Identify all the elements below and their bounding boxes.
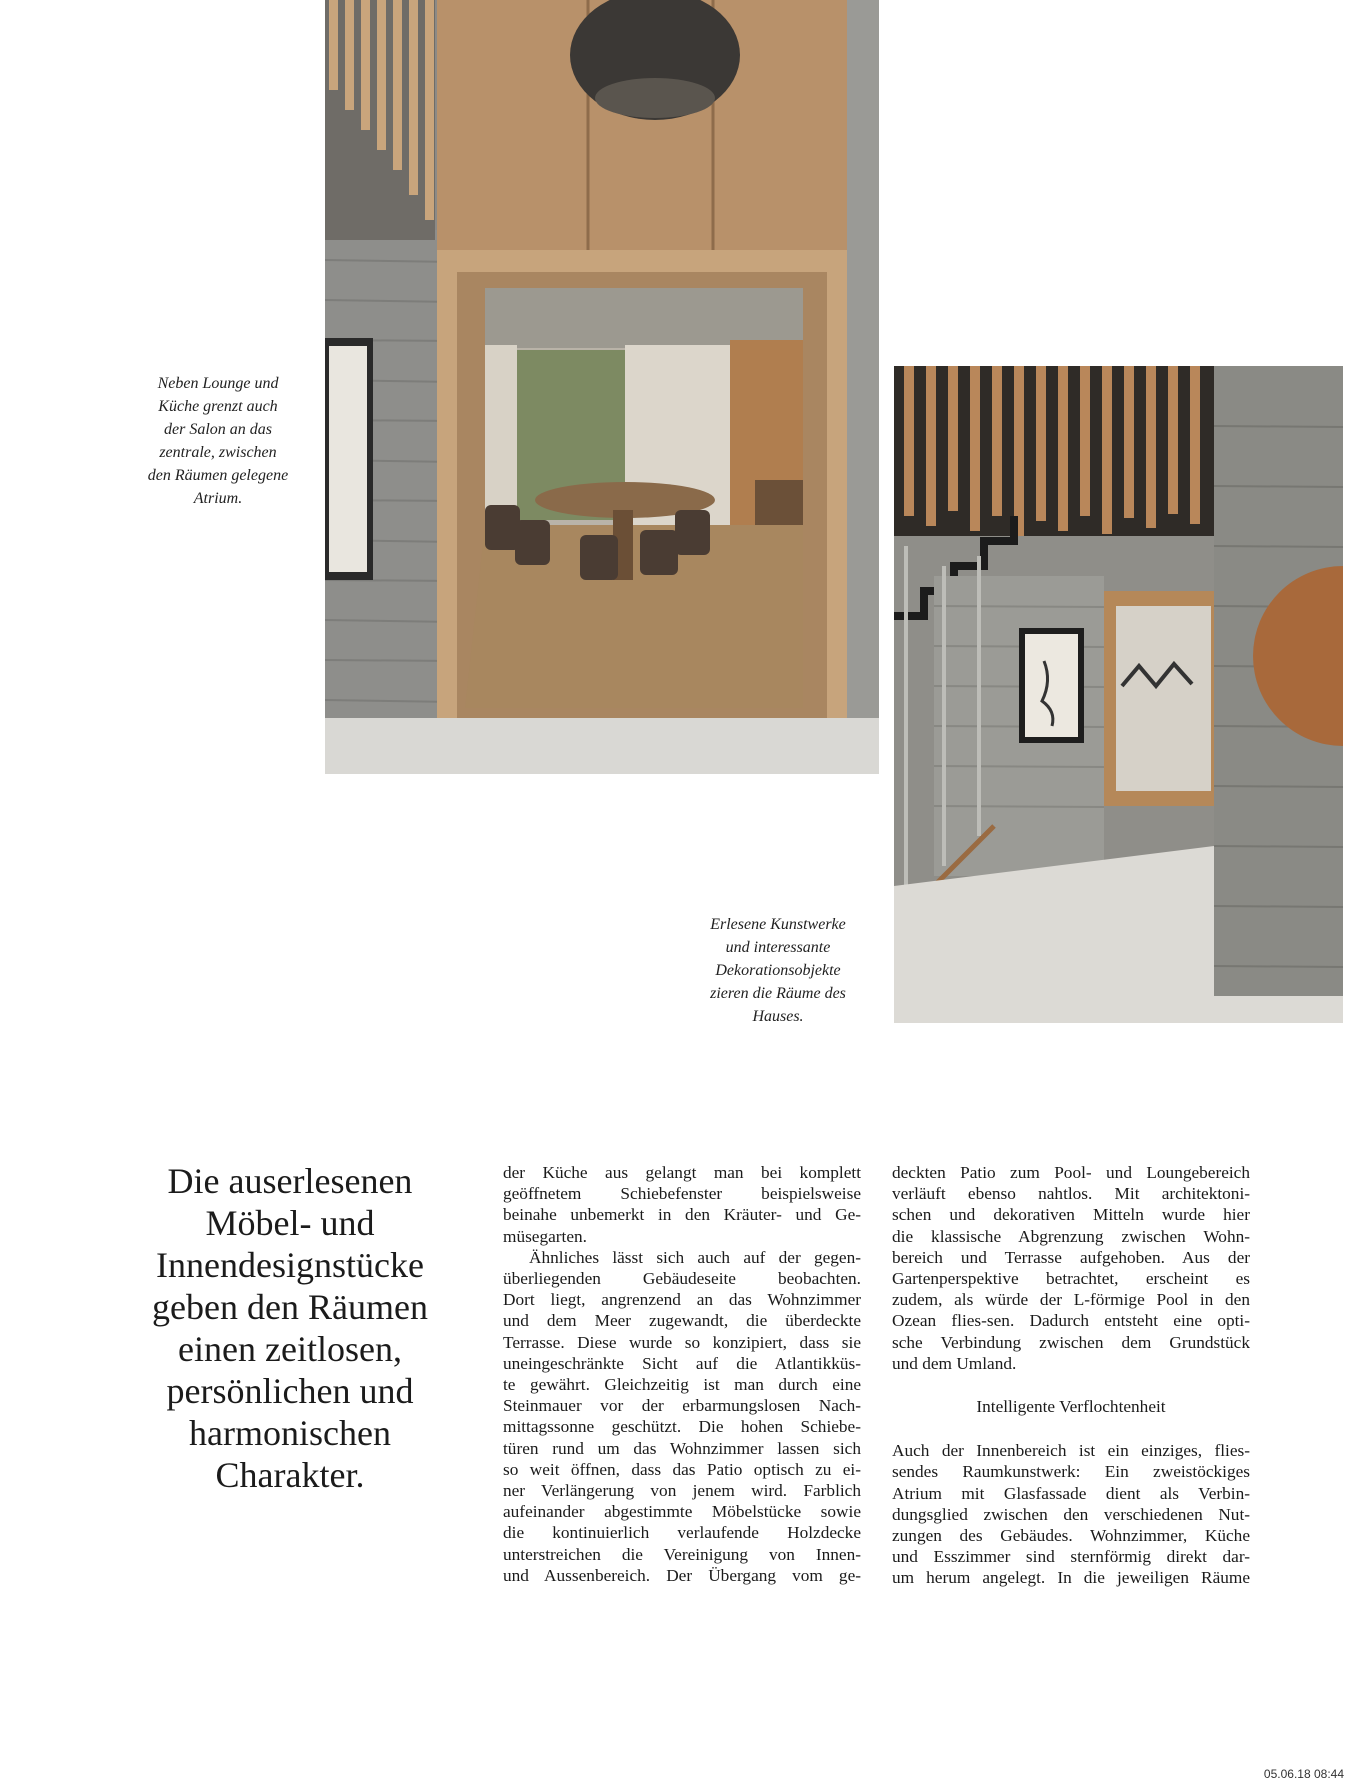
pull-quote-line: Charakter. (215, 1455, 365, 1495)
body-line: und dem Meer zugewandt, die überdeckte (503, 1311, 861, 1331)
body-line: Ähnliches lässt sich auch auf der gegen- (529, 1247, 861, 1267)
print-timestamp: 05.06.18 08:44 (1263, 1767, 1344, 1781)
body-line: dungsglied zwischen den verschiedenen Nut- (892, 1504, 1250, 1524)
pull-quote-line: Innendesignstücke (156, 1245, 424, 1285)
pull-quote-line: harmonischen (189, 1413, 391, 1453)
body-line: ner Verlängerung von jenem wird. Farblich (503, 1481, 861, 1501)
body-line: Auch der Innenbereich ist ein einziges, flies- (892, 1441, 1250, 1461)
body-column-middle (503, 1162, 861, 1586)
body-line: Atrium mit Glasfassade dient als Verbin- (892, 1483, 1250, 1503)
body-line: geöffnetem Schiebefenster beispielsweise (503, 1184, 861, 1204)
body-line: te gewährt. Gleichzeitig ist man durch eine (503, 1375, 861, 1395)
body-line: Terrasse. Diese wurde so konzipiert, dass sie (503, 1332, 861, 1352)
caption-line: und interessante (725, 939, 831, 956)
artwork-photo-caption (688, 913, 868, 1028)
caption-line: Küche grenzt auch (158, 398, 278, 415)
body-line: zungen des Gebäudes. Wohnzimmer, Küche (892, 1526, 1250, 1546)
body-line: und Esszimmer sind sternförmig direkt dar- (892, 1547, 1250, 1567)
body-line: schen und dekorativen Mitteln wurde hier (892, 1205, 1250, 1225)
staircase-gallery-photo (894, 366, 1343, 1023)
body-line: Dort liegt, angrenzend an das Wohnzimmer (503, 1290, 861, 1310)
caption-line: Atrium. (193, 490, 243, 507)
caption-line: Hauses. (752, 1008, 804, 1025)
body-line: deckten Patio zum Pool- und Loungebereich (892, 1163, 1250, 1182)
pull-quote-line: Die auserlesenen (167, 1161, 413, 1201)
caption-line: den Räumen gelegene (147, 467, 289, 484)
body-line: die kontinuierlich verlaufende Holzdecke (503, 1523, 861, 1543)
caption-line: zentrale, zwischen (159, 444, 277, 461)
body-line: und Aussenbereich. Der Übergang vom ge- (503, 1565, 861, 1585)
body-column-right (892, 1162, 1250, 1589)
body-line: der Küche aus gelangt man bei komplett (503, 1163, 861, 1182)
body-line: um herum angelegt. In die jeweiligen Räume (892, 1568, 1250, 1588)
body-line: türen rund um das Wohnzimmer lassen sich (503, 1438, 861, 1458)
pull-quote-line: geben den Räumen (152, 1287, 428, 1327)
body-line: Steinmauer vor der erbarmungslosen Nach- (503, 1396, 861, 1416)
body-line: beinahe unbemerkt in den Kräuter- und Ge- (503, 1205, 861, 1225)
body-line: bereich und Terrasse aufgehoben. Aus der (892, 1247, 1250, 1267)
caption-line: zieren die Räume des (710, 985, 846, 1002)
pull-quote-line: einen zeitlosen, (178, 1329, 402, 1369)
atrium-dining-room-photo (325, 0, 879, 774)
body-line: und dem Umland. (892, 1353, 1017, 1373)
body-line: sche Verbindung zwischen dem Grundstück (892, 1332, 1250, 1352)
body-line: die klassische Abgrenzung zwischen Wohn- (892, 1226, 1250, 1246)
body-line: zudem, als würde der L-förmige Pool in den (892, 1290, 1250, 1310)
pull-quote-line: Möbel- und (205, 1203, 375, 1243)
caption-line: Dekorationsobjekte (715, 962, 841, 979)
body-line: sendes Raumkunstwerk: Ein zweistöckiges (892, 1462, 1250, 1482)
section-subheading: Intelligente Verflochtenheit (976, 1397, 1166, 1417)
body-line: uneingeschränkte Sicht auf die Atlantikküs- (503, 1353, 861, 1373)
body-line: so weit öffnen, dass das Patio optisch zu ei- (503, 1459, 861, 1479)
atrium-photo-caption (128, 372, 308, 510)
body-line: Ozean flies-sen. Dadurch entsteht eine opti- (892, 1311, 1250, 1331)
body-line: unterstreichen die Vereinigung von Innen- (503, 1544, 861, 1564)
body-line: aufeinander abgestimmte Möbelstücke sowie (503, 1502, 861, 1522)
body-line: müsegarten. (503, 1226, 587, 1246)
body-line: mittagssonne geschützt. Die hohen Schiebe- (503, 1417, 861, 1437)
caption-line: der Salon an das (164, 421, 272, 438)
pull-quote (110, 1160, 470, 1496)
body-line: verläuft ebenso nahtlos. Mit architektoni- (892, 1184, 1250, 1204)
body-line: Gartenperspektive betrachtet, erscheint es (892, 1269, 1250, 1289)
caption-line: Neben Lounge und (157, 375, 279, 392)
body-line: überliegenden Gebäudeseite beobachten. (503, 1269, 861, 1289)
caption-line: Erlesene Kunstwerke (710, 916, 846, 933)
pull-quote-line: persönlichen und (166, 1371, 414, 1411)
